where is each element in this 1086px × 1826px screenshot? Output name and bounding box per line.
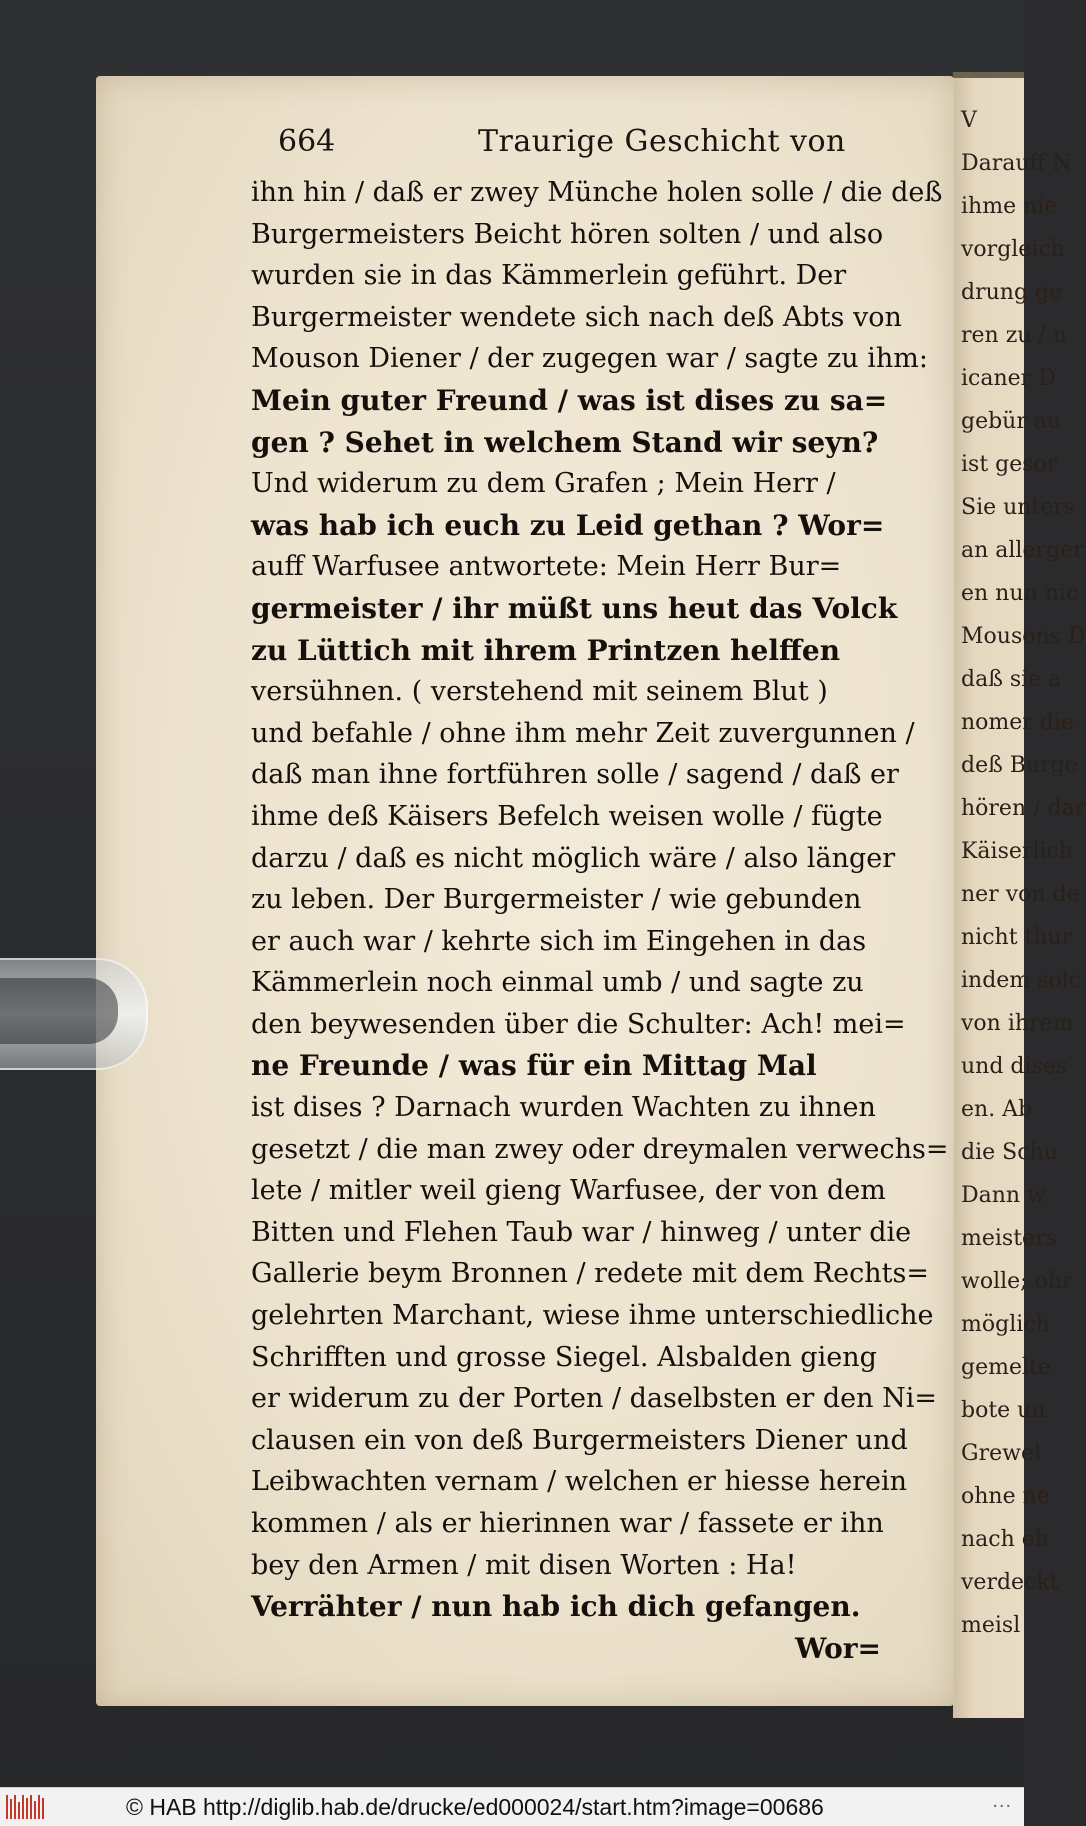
facing-page-line: en. Ab [961, 1097, 1033, 1122]
text-line: Und widerum zu dem Grafen ; Mein Herr / [251, 468, 836, 500]
text-line: darzu / daß es nicht möglich wäre / also länger [251, 842, 896, 874]
facing-page-line: Grewel [961, 1441, 1041, 1466]
hab-logo-icon [4, 1792, 48, 1822]
facing-page-line: Käiserlich [961, 839, 1073, 864]
text-line: bey den Armen / mit disen Worten : Ha! [251, 1549, 797, 1581]
text-line: den beywesenden über die Schulter: Ach! mei= [251, 1008, 906, 1040]
facing-page-line: daß sie a [961, 667, 1062, 692]
text-line: gesetzt / die man zwey oder dreymalen verwechs= [251, 1133, 949, 1165]
page-header [278, 124, 898, 174]
text-line: Mouson Diener / der zugegen war / sagte zu ihm: [251, 343, 928, 375]
facing-page-line: gebür au [961, 409, 1062, 434]
facing-page-line: bote un [961, 1398, 1046, 1423]
facing-page-line: vorgleich [961, 237, 1065, 262]
text-line: zu leben. Der Burgermeister / wie gebunden [251, 884, 862, 916]
text-line: ihme deß Käisers Befelch weisen wolle / fügte [251, 800, 883, 832]
facing-page-line: möglich [961, 1312, 1050, 1337]
facing-page-line: icaner D [961, 366, 1056, 391]
text-line: germeister / ihr müßt uns heut das Volck [251, 591, 898, 625]
facing-page-line: wolle; ohr [961, 1269, 1073, 1294]
text-line: Bitten und Flehen Taub war / hinweg / unter die [251, 1216, 912, 1248]
facing-page-line: hören / dar [961, 796, 1086, 821]
facing-page-line: V [961, 108, 977, 133]
facing-page-line: Mousons D [961, 624, 1086, 649]
facing-page-line: Sie unters [961, 495, 1076, 520]
text-line: Burgermeisters Beicht hören solten / und also [251, 218, 884, 250]
running-title: Traurige Geschicht von [478, 124, 846, 159]
facing-page-line: ohne ne [961, 1484, 1050, 1509]
copyright-link[interactable]: © HAB http://diglib.hab.de/drucke/ed000024/start.htm?image=00686 [126, 1794, 824, 1820]
text-line: er auch war / kehrte sich im Eingehen in das [251, 925, 867, 957]
facing-page-line: indem solc [961, 968, 1082, 993]
facing-page-line: en nun nic [961, 581, 1079, 606]
facing-page-line: nomer die [961, 710, 1074, 735]
facing-page [953, 72, 1086, 1718]
text-line: Burgermeister wendete sich nach deß Abts von [251, 301, 902, 333]
facing-page-line: meisl [961, 1613, 1021, 1638]
text-line: auff Warfusee antwortete: Mein Herr Bur= [251, 551, 842, 583]
facing-page-line: verdeckt [961, 1570, 1059, 1595]
facing-page-line: nach eh [961, 1527, 1049, 1552]
facing-page-line: von ihrem [961, 1011, 1074, 1036]
facing-page-line: ihme nie [961, 194, 1058, 219]
text-line: ihn hin / daß er zwey Münche holen solle / die deß [251, 177, 943, 208]
facing-page-line: deß Burge [961, 753, 1078, 778]
text-block [251, 172, 949, 1669]
text-line: daß man ihne fortführen solle / sagend / daß er [251, 759, 899, 791]
facing-page-line: die Schu [961, 1140, 1058, 1165]
more-options-icon[interactable]: ... [992, 1790, 1012, 1812]
text-line: gelehrten Marchant, wiese ihme unterschiedliche [251, 1300, 934, 1332]
facing-page-line: Dann w [961, 1183, 1046, 1208]
text-line: Schrifften und grosse Siegel. Alsbalden gieng [251, 1341, 877, 1373]
facing-page-line: nicht thur [961, 925, 1073, 950]
text-line: ist dises ? Darnach wurden Wachten zu ihnen [251, 1092, 876, 1124]
page-number: 664 [278, 124, 336, 159]
facing-page-line: Darauff N [961, 151, 1072, 176]
page-clip [0, 958, 148, 1070]
text-line: Leibwachten vernam / welchen er hiesse herein [251, 1466, 908, 1498]
text-line: gen ? Sehet in welchem Stand wir seyn? [251, 425, 879, 459]
text-line: ne Freunde / was für ein Mittag Mal [251, 1049, 817, 1083]
text-line: Gallerie beym Bronnen / redete mit dem Rechts= [251, 1258, 929, 1290]
text-line: Kämmerlein noch einmal umb / und sagte zu [251, 967, 864, 999]
facing-page-line: meisters [961, 1226, 1057, 1251]
catchword: Wor= [794, 1631, 881, 1665]
text-line: lete / mitler weil gieng Warfusee, der von dem [251, 1175, 886, 1207]
page-clip-inner [0, 978, 118, 1044]
facing-page-line: gemelte [961, 1355, 1051, 1380]
facing-page-line: ren zu / u [961, 323, 1068, 348]
text-line: wurden sie in das Kämmerlein geführt. Der [251, 260, 847, 292]
text-line: Verrähter / nun hab ich dich gefangen. [251, 1590, 861, 1624]
facing-page-line: drung ge [961, 280, 1063, 305]
text-line: versühnen. ( verstehend mit seinem Blut ) [251, 676, 828, 708]
text-line: kommen / als er hierinnen war / fassete er ihn [251, 1508, 884, 1539]
text-line: clausen ein von deß Burgermeisters Diener und [251, 1424, 908, 1456]
text-line: Mein guter Freund / was ist dises zu sa= [251, 383, 888, 417]
text-line: zu Lüttich mit ihrem Printzen helffen [251, 633, 841, 667]
facing-page-line: an allerger [961, 538, 1084, 563]
facing-page-line: ner von de [961, 882, 1080, 907]
text-line: was hab ich euch zu Leid gethan ? Wor= [251, 508, 885, 542]
text-line: und befahle / ohne ihm mehr Zeit zuvergunnen / [251, 717, 915, 749]
facing-page-line: ist gesor [961, 452, 1058, 477]
footer-bar [0, 1787, 1024, 1826]
text-line: er widerum zu der Porten / daselbsten er den Ni= [251, 1383, 937, 1415]
scanned-page [96, 76, 954, 1706]
facing-page-line: und dises [961, 1054, 1068, 1079]
